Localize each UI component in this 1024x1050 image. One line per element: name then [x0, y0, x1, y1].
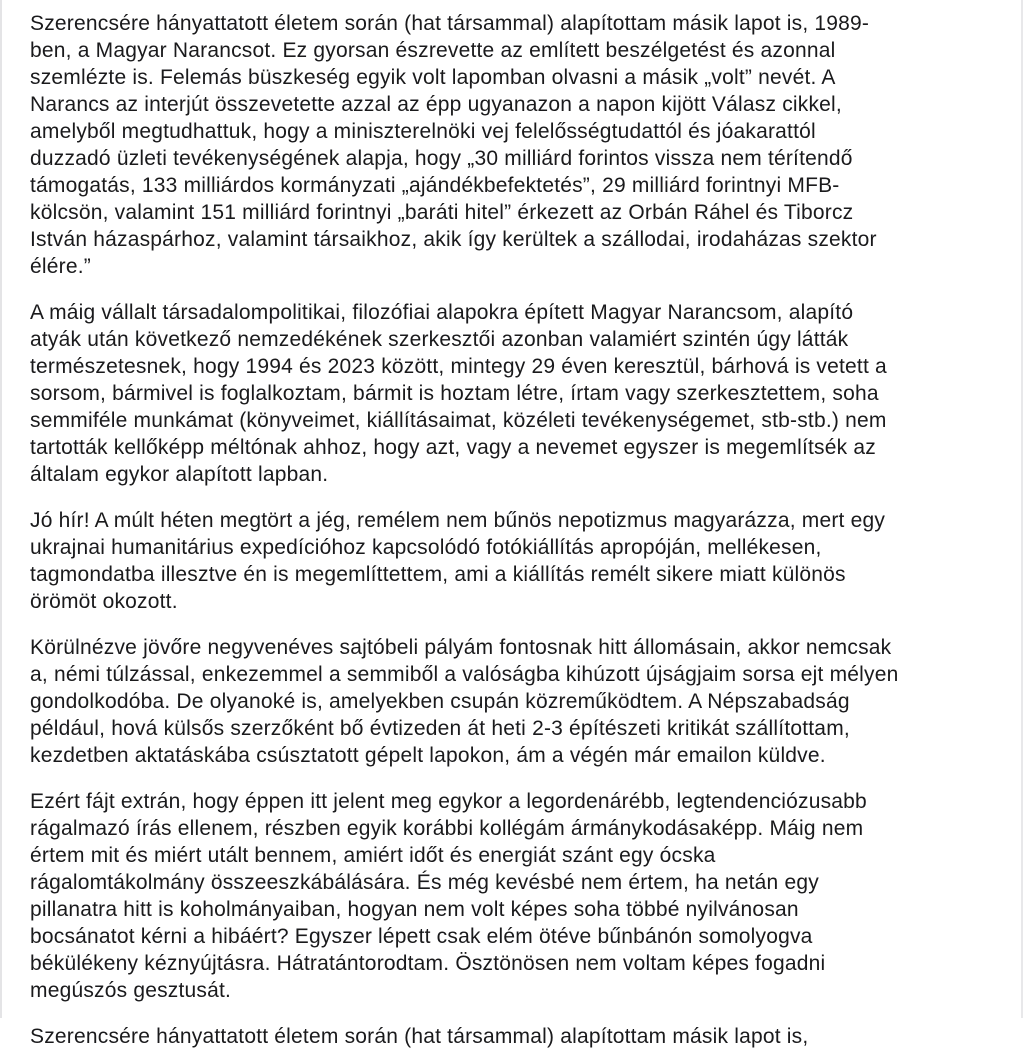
paragraph [30, 788, 994, 1004]
text-line: semmiféle munkámat (könyveimet, kiállításaimat, közéleti tevékenységemet, stb-stb.) nem [30, 409, 887, 432]
text-line: békülékeny kéznyújtásra. Hátratántorodtam. Ösztönösen nem voltam képes fogadni [30, 952, 826, 975]
paragraph [30, 299, 994, 488]
text-line: megúszós gesztusát. [30, 979, 232, 1002]
text-line: Ezért fájt extrán, hogy éppen itt jelent meg egykor a legordenárébb, legtendenciózusabb [30, 790, 867, 813]
text-line: rágalmazó írás ellenem, részben egyik korábbi kollégám ármánykodásaképp. Máig nem [30, 817, 864, 840]
text-line: pillanatra hitt is koholmányaiban, hogyan nem volt képes soha többé nyilvánosan [30, 898, 799, 921]
right-edge-divider [1021, 0, 1023, 1018]
text-line: Körülnézve jövőre negyvenéves sajtóbeli pályám fontosnak hitt állomásain, akkor nemcsak [30, 636, 892, 659]
text-line: ukrajnai humanitárius expedícióhoz kapcsolódó fotókiállítás apropóján, mellékesen, [30, 536, 822, 559]
text-line: Jó hír! A múlt héten megtört a jég, remélem nem bűnös nepotizmus magyarázza, mert egy [30, 509, 886, 532]
text-line: tagmondatba illesztve én is megemlíttettem, ami a kiállítás remélt sikere miatt különös [30, 563, 846, 586]
text-line: például, hová külsős szerzőként bő évtizeden át heti 2-3 építészeti kritikát szállítottam, [30, 717, 850, 740]
text-line: szemlézte is. Felemás büszkeség egyik volt lapomban olvasni a másik „volt” nevét. A [30, 66, 836, 89]
text-line: duzzadó üzleti tevékenységének alapja, hogy „30 milliárd forintos vissza nem térítendő [30, 147, 853, 170]
text-line: értem mit és miért utált bennem, amiért időt és energiát szánt egy ócska [30, 844, 716, 867]
left-edge-divider [0, 0, 2, 1018]
text-line: István házaspárhoz, valamint társaikhoz, akik így kerültek a szállodai, irodaházas szektor [30, 228, 877, 251]
text-line: atyák után következő nemzedékének szerkesztői azonban valamiért szintén úgy látták [30, 328, 849, 351]
text-line: élére.” [30, 255, 91, 278]
article-body [30, 10, 994, 1050]
text-line: gondolkodóba. De olyanoké is, amelyekben csupán közreműködtem. A Népszabadság [30, 690, 850, 713]
text-line: kölcsön, valamint 151 milliárd forintnyi „baráti hitel” érkezett az Orbán Ráhel és Tiborcz [30, 201, 854, 224]
text-line: Szerencsére hányattatott életem során (hat társammal) alapítottam másik lapot is, 1989- [30, 12, 870, 35]
paragraph [30, 507, 994, 615]
text-line: Narancs az interjút összevetette azzal az épp ugyanazon a napon kijött Válasz cikkel, [30, 93, 842, 116]
text-line: rágalomtákolmány összeeszkábálására. És még kevésbé nem értem, ha netán egy [30, 871, 819, 894]
text-line: támogatás, 133 milliárdos kormányzati „ajándékbefektetés”, 29 milliárd forintnyi MFB- [30, 174, 840, 197]
text-line: A máig vállalt társadalompolitikai, filozófiai alapokra épített Magyar Narancsom, alapító [30, 301, 854, 324]
text-line: amelyből megtudhattuk, hogy a miniszterelnöki vej felelősségtudattól és jóakarattól [30, 120, 816, 143]
text-line: tartották kellőképp méltónak ahhoz, hogy azt, vagy a nevemet egyszer is megemlítsék az [30, 436, 876, 459]
text-line: kezdetben aktatáskába csúsztatott gépelt lapokon, ám a végén már emailon küldve. [30, 744, 826, 767]
text-line: általam egykor alapított lapban. [30, 463, 329, 486]
text-line: bocsánatot kérni a hibáért? Egyszer lépett csak elém ötéve bűnbánón somolyogva [30, 925, 813, 948]
text-line: természetesnek, hogy 1994 és 2023 között, mintegy 29 éven keresztül, bárhová is vetett a [30, 355, 887, 378]
paragraphs-container [30, 10, 994, 1004]
text-line: sorsom, bármivel is foglalkoztam, bármit is hoztam létre, írtam vagy szerkesztettem, soha [30, 382, 879, 405]
paragraph [30, 10, 994, 280]
text-line: a, némi túlzással, enkezemmel a semmiből a valóságba kihúzott újságjaim sorsa ejt mélyen [30, 663, 899, 686]
paragraph [30, 634, 994, 769]
clipped-bottom-line: Szerencsére hányattatott életem során (hat társammal) alapítottam másik lapot is, [30, 1025, 809, 1048]
text-line: ben, a Magyar Narancsot. Ez gyorsan észrevette az említett beszélgetést és azonnal [30, 39, 836, 62]
text-line: örömöt okozott. [30, 590, 178, 613]
